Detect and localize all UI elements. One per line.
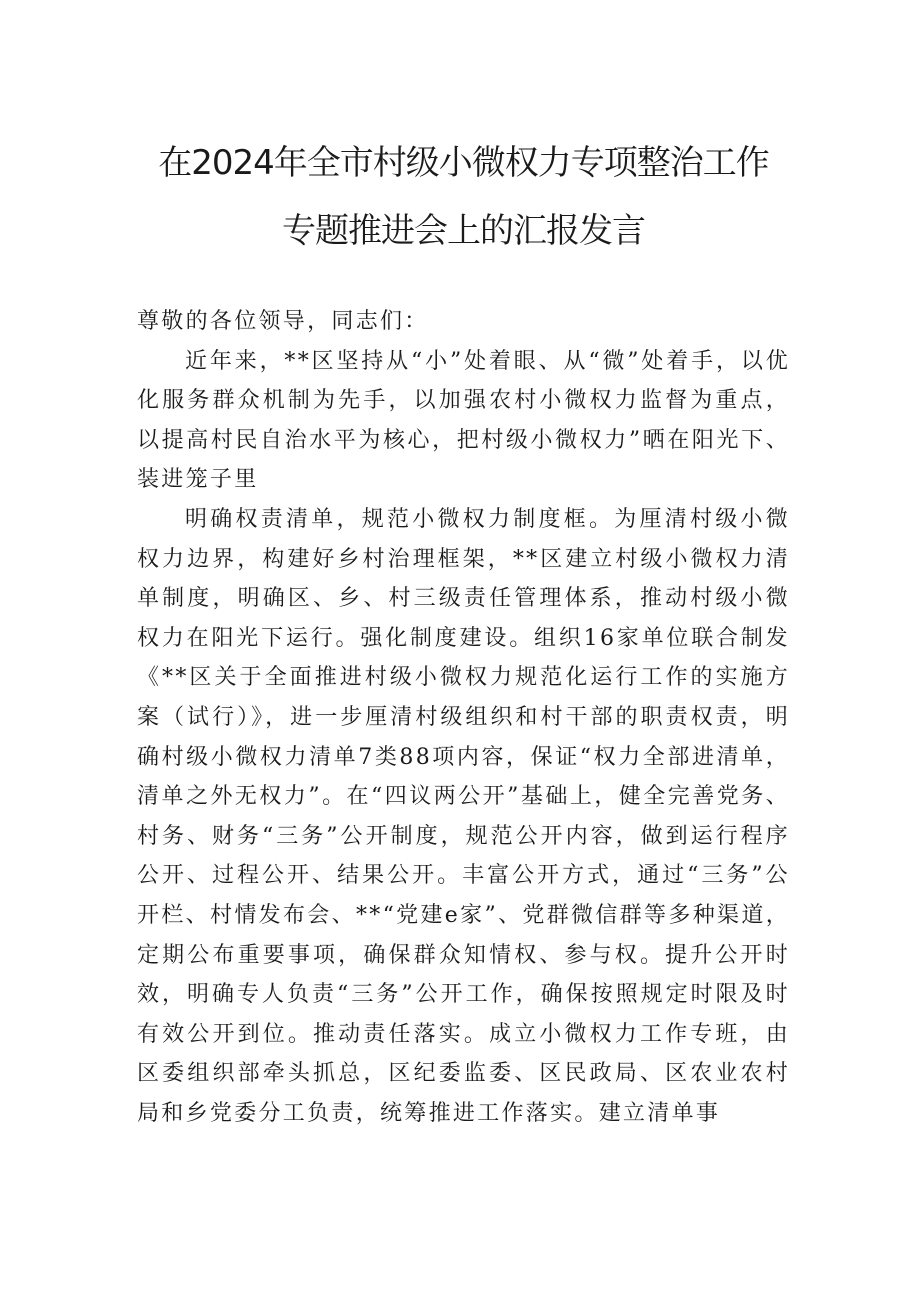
document-body [137,302,790,1133]
document-title-line-1: 在2024年全市村级小微权力专项整治工作 [158,143,769,183]
document-title-line-2: 专题推进会上的汇报发言 [282,211,645,251]
paragraph-power-list: 明确权责清单，规范小微权力制度框。为厘清村级小微权力边界，构建好乡村治理框架，**区建立村级小微权力清单制度，明确区、乡、村三级责任管理体系，推动村级小微权力在阳光下运行。强化制度建设。组织16家单位联合制发《**区关于全面推进村级小微权力规范化运行工作的实施方案（试行）》，进一步厘清村级组织和村干部的职责权责，明确村级小微权力清单7类88项内容，保证“权力全部进清单，清单之外无权力”。在“四议两公开”基础上，健全完善党务、村务、财务“三务”公开制度，规范公开内容，做到运行程序公开、过程公开、结果公开。丰富公开方式，通过“三务”公开栏、村情发布会、**“党建e家”、党群微信群等多种渠道，定期公布重要事项，确保群众知情权、参与权。提升公开时效，明确专人负责“三务”公开工作，确保按照规定时限及时有效公开到位。推动责任落实。成立小微权力工作专班，由区委组织部牵头抓总，区纪委监委、区民政局、区农业农村局和乡党委分工负责，统筹推进工作落实。建立清单事 [137,506,790,1126]
salutation: 尊敬的各位领导，同志们： [137,309,429,334]
paragraph-intro: 近年来，**区坚持从“小”处着眼、从“微”处着手，以优化服务群众机制为先手，以加强农村小微权力监督为重点，以提高村民自治水平为核心，把村级小微权力”晒在阳光下、装进笼子里 [137,348,790,493]
